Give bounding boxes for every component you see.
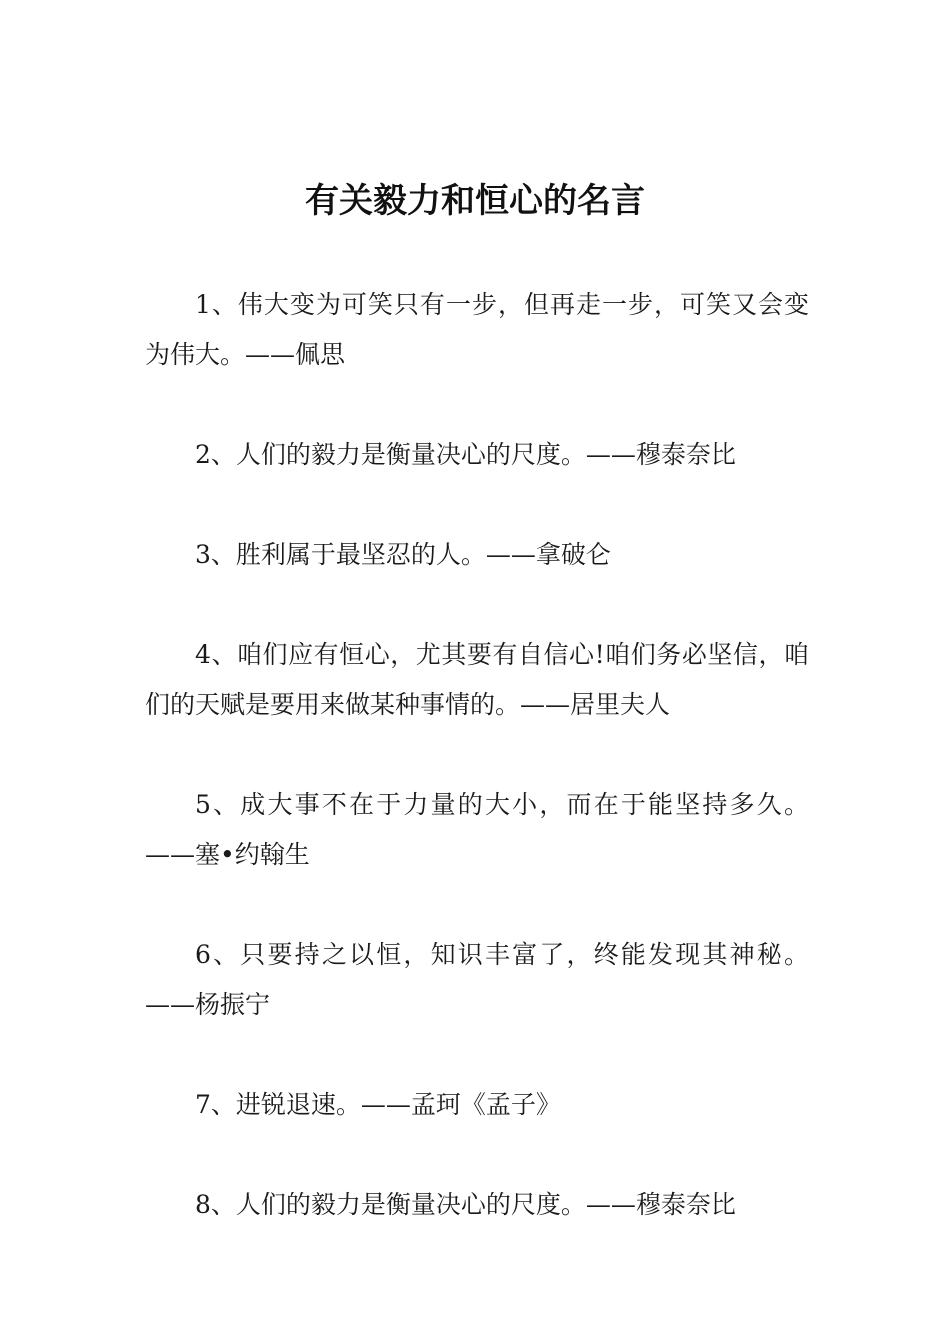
document-title: 有关毅力和恒心的名言 — [305, 181, 645, 221]
quote-item: 4、咱们应有恒心，尤其要有自信心!咱们务必坚信，咱们的天赋是要用来做某种事情的。——居里夫人 — [145, 640, 809, 719]
quote-item: 2、人们的毅力是衡量决心的尺度。——穆泰奈比 — [195, 440, 736, 469]
quote-item: 1、伟大变为可笑只有一步，但再走一步，可笑又会变为伟大。——佩思 — [145, 290, 809, 369]
quote-list — [145, 280, 809, 1280]
quote-item: 8、人们的毅力是衡量决心的尺度。——穆泰奈比 — [195, 1190, 736, 1219]
quote-item: 7、进锐退速。——孟珂《孟子》 — [195, 1090, 561, 1119]
quote-item: 6、只要持之以恒，知识丰富了，终能发现其神秘。——杨振宁 — [145, 940, 809, 1019]
quote-item: 3、胜利属于最坚忍的人。——拿破仑 — [195, 540, 611, 569]
quote-item: 5、成大事不在于力量的大小，而在于能坚持多久。——塞•约翰生 — [145, 790, 809, 869]
